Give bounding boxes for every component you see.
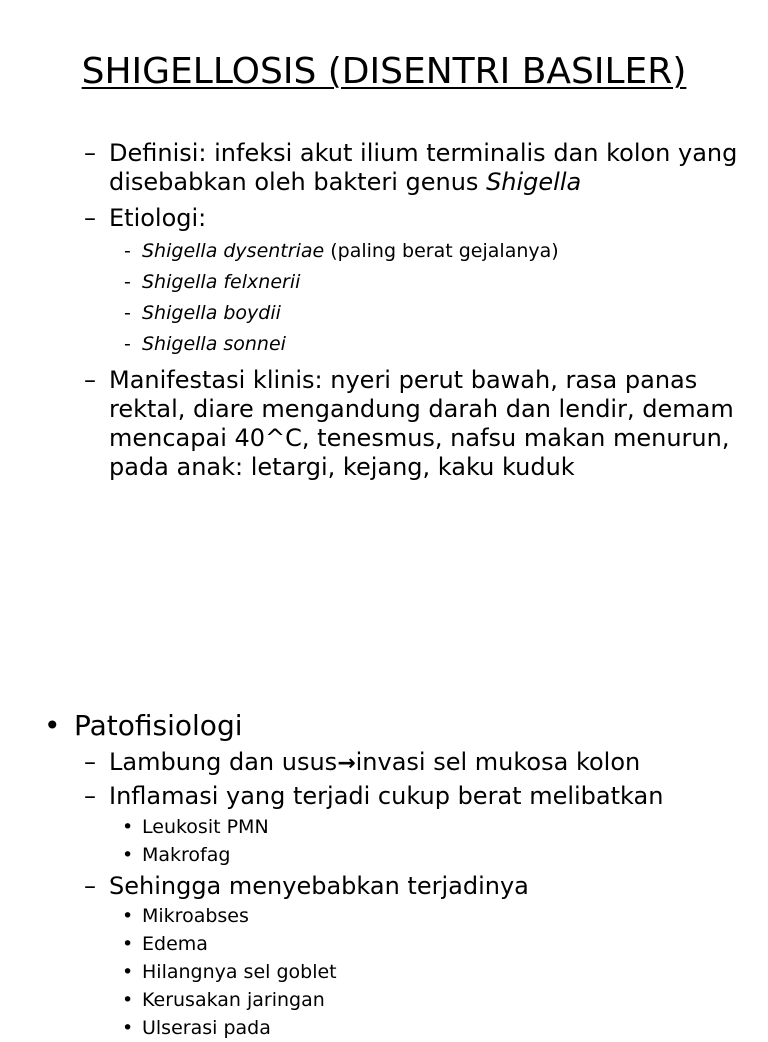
bullet-marker: •: [122, 933, 134, 955]
point-3-label: Sehingga menyebabkan terjadinya: [109, 872, 529, 900]
bullet-marker: •: [122, 961, 134, 983]
dash-marker: –: [84, 748, 96, 776]
genus-shigella: Shigella: [486, 168, 582, 196]
definisi-text: disebabkan oleh bakteri genus: [109, 168, 487, 196]
subitem-text: Edema: [142, 933, 208, 955]
small-dash-marker: -: [124, 240, 131, 262]
point-1-after: invasi sel mukosa kolon: [355, 748, 641, 776]
subitem-text: Mikroabses: [142, 905, 249, 927]
arrow-right-icon: →: [337, 751, 356, 776]
dash-marker: –: [84, 872, 96, 900]
dash-marker: –: [84, 139, 96, 167]
point-1-before: Lambung dan usus: [109, 748, 338, 776]
patofisiologi-label: Patofisiologi: [74, 709, 243, 742]
species-name: Shigella boydii: [142, 302, 281, 324]
bullet-marker: •: [122, 844, 134, 866]
bullet-marker: •: [122, 989, 134, 1011]
manifestasi-text: mencapai 40^C, tenesmus, nafsu makan menurun,: [109, 424, 730, 452]
species-name: Shigella sonnei: [142, 333, 286, 355]
subitem-text: Leukosit PMN: [142, 816, 269, 838]
slide-title: SHIGELLOSIS (DISENTRI BASILER): [81, 51, 687, 92]
bullet-marker: •: [122, 1017, 134, 1039]
subitem-text: Hilangnya sel goblet: [142, 961, 337, 983]
manifestasi-text: rektal, diare mengandung darah dan lendir, demam: [109, 395, 734, 423]
small-dash-marker: -: [124, 271, 131, 293]
species-name: Shigella dysentriae: [142, 240, 325, 262]
etiologi-label: Etiologi:: [109, 204, 207, 232]
manifestasi-line-1: Manifestasi klinis: nyeri perut bawah, rasa panas: [109, 366, 698, 394]
dash-marker: –: [84, 204, 96, 232]
subitem-text: Kerusakan jaringan: [142, 989, 325, 1011]
bullet-marker: •: [44, 709, 61, 742]
subitem-text: Ulserasi pada: [142, 1017, 271, 1039]
point-2-label: Inflamasi yang terjadi cukup berat melibatkan: [109, 782, 664, 810]
bullet-marker: •: [122, 905, 134, 927]
bullet-marker: •: [122, 816, 134, 838]
species-note: (paling berat gejalanya): [324, 240, 559, 262]
definisi-line-1: Definisi: infeksi akut ilium terminalis dan kolon yang: [109, 139, 738, 167]
small-dash-marker: -: [124, 333, 131, 355]
dash-marker: –: [84, 366, 96, 394]
dash-marker: –: [84, 782, 96, 810]
species-name: Shigella felxnerii: [142, 271, 301, 293]
subitem-text: Makrofag: [142, 844, 231, 866]
small-dash-marker: -: [124, 302, 131, 324]
manifestasi-text: pada anak: letargi, kejang, kaku kuduk: [109, 453, 575, 481]
